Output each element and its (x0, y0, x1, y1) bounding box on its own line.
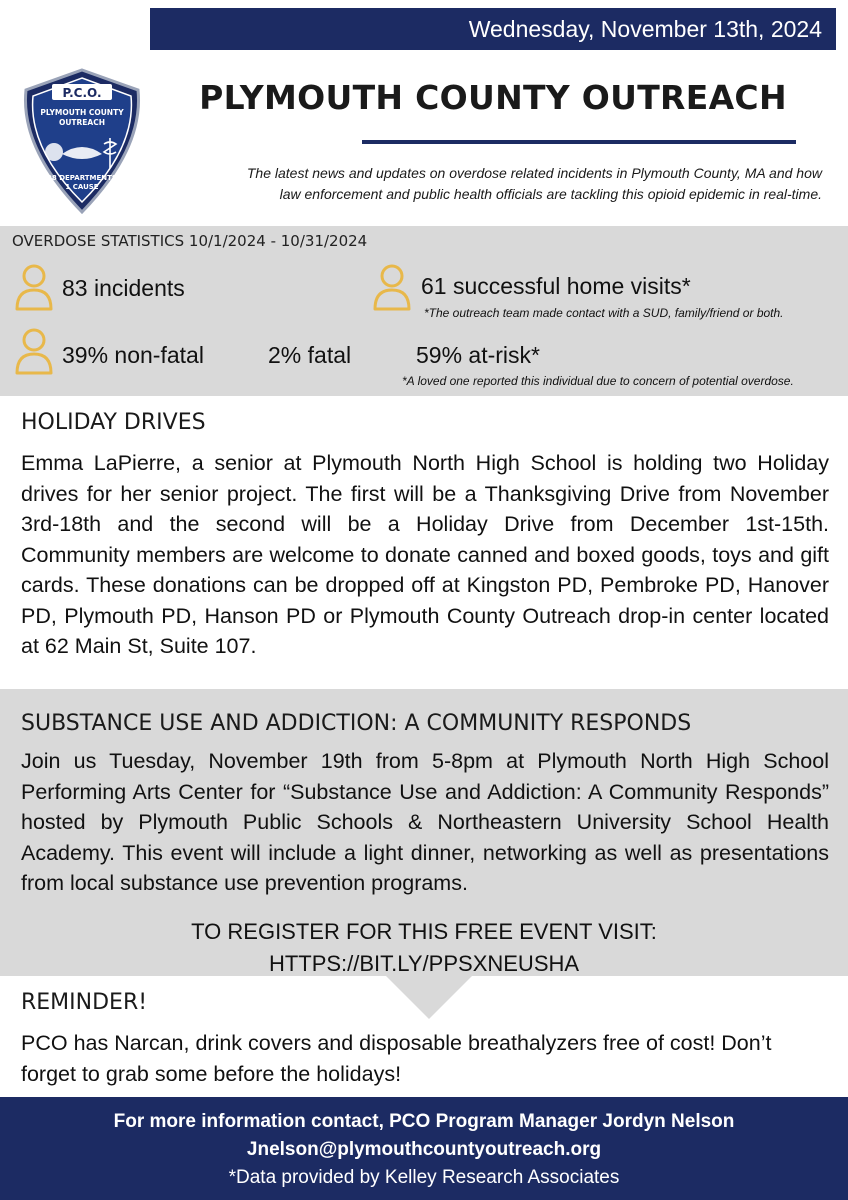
tagline-line-1: The latest news and updates on overdose related incidents in Plymouth County, MA and how (246, 165, 822, 181)
person-outline-icon (14, 326, 54, 376)
overdose-statistics-panel (0, 226, 848, 396)
tagline-line-2: law enforcement and public health officials are tackling this opioid epidemic in real-time. (279, 186, 822, 202)
at-risk-stat: 59% at-risk* (416, 342, 540, 368)
svg-text:PLYMOUTH COUNTY: PLYMOUTH COUNTY (40, 108, 124, 117)
holiday-drives-body: Emma LaPierre, a senior at Plymouth North High School is holding two Holiday drives for her senior project. The first will be a Thanksgiving Drive from November 3rd-18th and the second will be a Holiday Drive from December 1st-15th. Community members are welcome to donate canned and boxed goods, toys and gift cards. These donations can be dropped off at Kingston PD, Pembroke PD, Hanover PD, Plymouth PD, Hanson PD or Plymouth County Outreach drop-in center located at 62 Main St, Suite 107. (21, 451, 829, 658)
title-underline (362, 140, 796, 144)
footer-email[interactable]: Jnelson@plymouthcountyoutreach.org (246, 1139, 602, 1160)
home-visits-stat: 61 successful home visits* (421, 273, 691, 299)
reminder-heading: REMINDER! (21, 990, 148, 1015)
svg-text:28 DEPARTMENTS: 28 DEPARTMENTS (47, 174, 117, 182)
tagline (150, 163, 822, 205)
footer-data-source: *Data provided by Kelley Research Associates (228, 1167, 620, 1188)
fatal-stat: 2% fatal (268, 342, 352, 368)
person-outline-icon (372, 262, 412, 312)
non-fatal-stat: 39% non-fatal (62, 342, 204, 368)
page-title: PLYMOUTH COUNTY OUTREACH (199, 78, 787, 117)
svg-text:OUTREACH: OUTREACH (58, 118, 106, 127)
person-outline-icon (14, 262, 54, 312)
svg-text:1 CAUSE: 1 CAUSE (65, 183, 99, 191)
incidents-stat: 83 incidents (62, 275, 185, 301)
callout-pointer (385, 975, 473, 1019)
contact-footer (0, 1097, 848, 1200)
at-risk-note: *A loved one reported this individual due to concern of potential overdose. (402, 374, 794, 388)
home-visits-note: *The outreach team made contact with a SUD, family/friend or both. (424, 306, 784, 320)
register-link[interactable]: HTTPS://BIT.LY/PPSXNEUSHA (268, 951, 580, 976)
pco-badge-logo (18, 68, 146, 214)
issue-date: Wednesday, November 13th, 2024 (468, 15, 822, 42)
date-bar (150, 8, 836, 50)
stats-heading: OVERDOSE STATISTICS 10/1/2024 - 10/31/2024 (12, 232, 368, 250)
footer-contact: For more information contact, PCO Program Manager Jordyn Nelson (113, 1111, 735, 1132)
register-line: TO REGISTER FOR THIS FREE EVENT VISIT: (191, 919, 657, 944)
svg-text:P.C.O.: P.C.O. (62, 86, 102, 100)
reminder-body: PCO has Narcan, drink covers and disposable breathalyzers free of cost! Don’t forget to grab some before the holidays! (21, 1031, 772, 1086)
event-heading: SUBSTANCE USE AND ADDICTION: A COMMUNITY RESPONDS (21, 711, 692, 736)
holiday-drives-heading: HOLIDAY DRIVES (21, 410, 206, 435)
event-body: Join us Tuesday, November 19th from 5-8pm at Plymouth North High School Performing Arts Center for “Substance Use and Addiction: A Community Responds” hosted by Plymouth Public Schools & Northeastern University School Health Academy. This event will include a light dinner, networking as well as presentations from local substance use prevention programs. (21, 749, 829, 895)
